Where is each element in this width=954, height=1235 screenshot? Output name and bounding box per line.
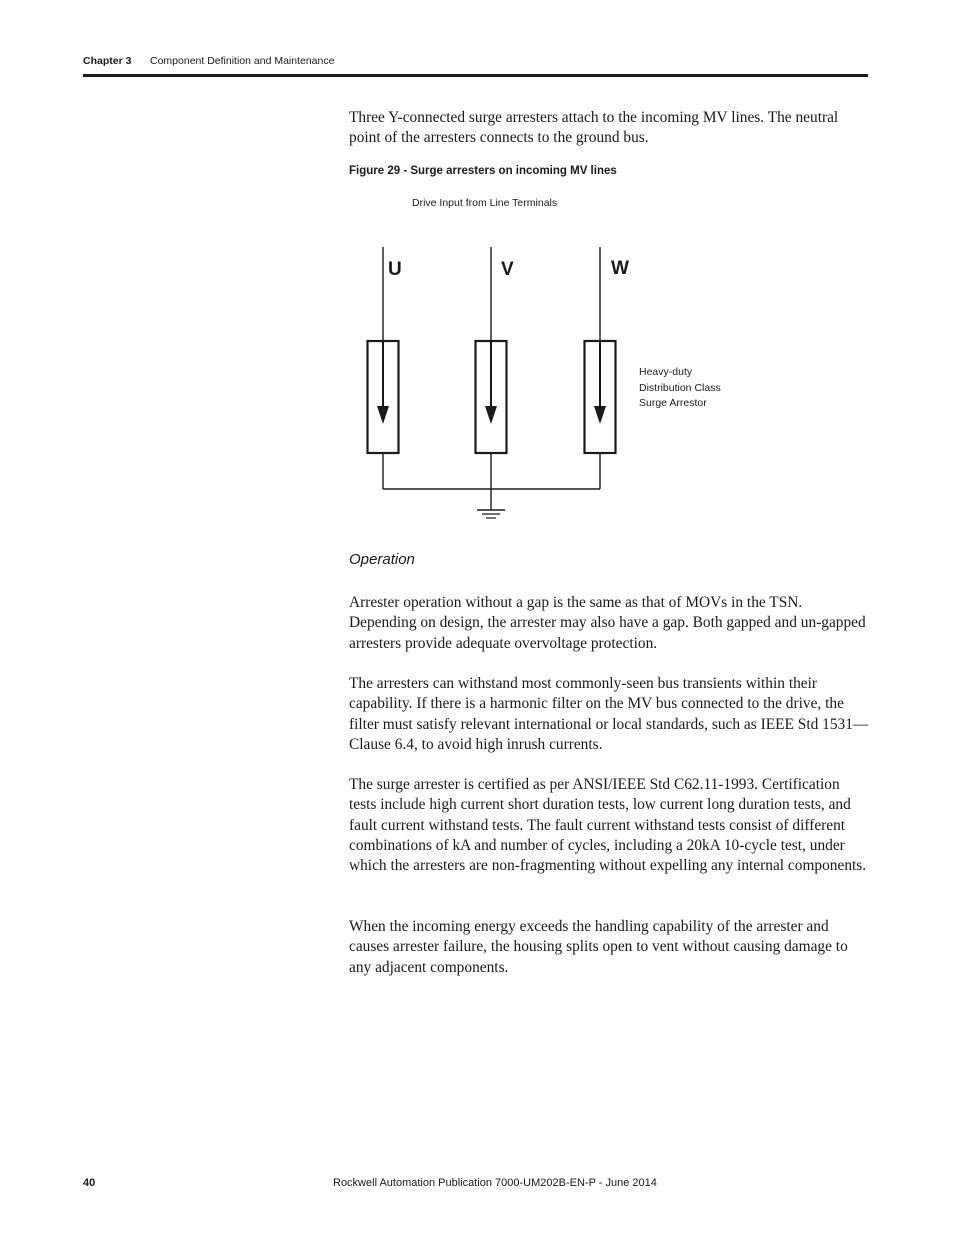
intro-block (349, 108, 869, 149)
chapter-label: Chapter 3 (83, 55, 132, 67)
header-rule (83, 74, 868, 77)
ground-icon (477, 510, 505, 518)
chapter-title: Component Definition and Maintenance (150, 55, 335, 67)
arrester-label: Heavy-duty Distribution Class Surge Arrestor (639, 366, 721, 409)
phase-label-w: W (611, 258, 629, 279)
body-paragraph-4: When the incoming energy exceeds the handling capability of the arrester and causes arrester failure, the housing splits open to vent without causing damage to any adjacent components. (349, 918, 848, 976)
arrow-w (594, 406, 606, 424)
figure-input-label: Drive Input from Line Terminals (412, 197, 558, 209)
body-paragraph-2: The arresters can withstand most commonly-seen bus transients within their capability. If there is a harmonic filter on the MV bus connected to the drive, the filter must satisfy relevant international or local standards, such as IEEE Std 1531— Clause 6.4, to avoid high inrush currents. (349, 675, 869, 753)
body-paragraph-3: The surge arrester is certified as per ANSI/IEEE Std C62.11-1993. Certification tests include high current short duration tests, low current long duration tests, and fault current withstand tests. The fault current withstand tests consist of different combinations of kA and number of cycles, including a 20kA 10-cycle test, under which the arresters are non-fragmenting without expelling any internal components. (349, 776, 867, 875)
section-heading: Operation (349, 551, 415, 568)
page-header (83, 53, 868, 75)
page-number: 40 (83, 1177, 96, 1189)
publication-info: Rockwell Automation Publication 7000-UM202B-EN-P - June 2014 (333, 1177, 657, 1189)
intro-paragraph: Three Y-connected surge arresters attach to the incoming MV lines. The neutral point of the arresters connects to the ground bus. (349, 109, 839, 147)
phase-label-v: V (501, 259, 514, 280)
phase-label-u: U (388, 259, 402, 280)
body-paragraph-1: Arrester operation without a gap is the same as that of MOVs in the TSN. Depending on design, the arrester may also have a gap. Both gapped and un-gapped arresters provide adequate overvoltage protection. (349, 594, 866, 652)
arrow-v (485, 406, 497, 424)
arrow-u (377, 406, 389, 424)
figure-caption: Figure 29 - Surge arresters on incoming MV lines (349, 165, 617, 177)
